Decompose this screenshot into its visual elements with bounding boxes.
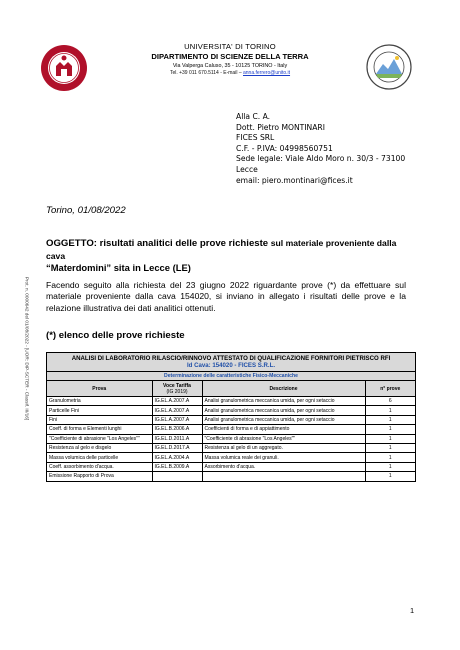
table-row	[47, 415, 415, 424]
recipient-line: Sede legale: Viale Aldo Moro n. 30/3 - 73100	[236, 154, 406, 164]
list-heading: (*) elenco delle prove richieste	[46, 330, 185, 341]
cell-voce: IG.EL.A.2007.A	[152, 415, 202, 424]
table-row	[47, 462, 415, 471]
department-address: Via Valperga Caluso, 35 - 10125 TORINO - Italy	[172, 63, 288, 69]
table-row	[47, 443, 415, 452]
tests-grid	[47, 381, 415, 481]
letter-date: Torino, 01/08/2022	[46, 205, 126, 216]
cell-prova: Emissione Rapporto di Prova	[47, 472, 152, 481]
cell-prova: Coeff. assorbimento d'acqua.	[47, 462, 152, 471]
table-row	[47, 406, 415, 415]
contact-line	[130, 70, 330, 76]
cell-n-prove: 1	[365, 472, 415, 481]
cell-voce: IG.EL.A.2004.A	[152, 453, 202, 462]
telephone-text: Tel. +39 011 670.5114 - E-mail –	[169, 70, 242, 76]
cell-n-prove: 1	[365, 425, 415, 434]
cell-descrizione: Coefficienti di forma e di appiattimento	[202, 425, 365, 434]
cell-descrizione	[202, 472, 365, 481]
recipient-line: Alla C. A.	[236, 112, 271, 121]
cell-descrizione: "Coefficiente di abrasione "Los Angeles""	[202, 434, 365, 443]
cell-n-prove: 1	[365, 462, 415, 471]
cell-voce: IG.EL.B.2006.A	[152, 425, 202, 434]
cell-descrizione: Analisi granulometrica meccanica umida, per ogni setaccio	[202, 397, 365, 406]
table-title: ANALISI DI LABORATORIO RILASCIO/RINNOVO ATTESTATO DI QUALIFICAZIONE FORNITORI PIETRISCO RFI	[47, 353, 415, 362]
table-header-row	[47, 381, 415, 397]
subject-line2: “Materdomini” sita in Lecce (LE)	[46, 262, 191, 273]
department-name: DIPARTIMENTO DI SCIENZE DELLA TERRA	[151, 52, 309, 61]
cell-n-prove: 1	[365, 406, 415, 415]
table-row	[47, 434, 415, 443]
email-link[interactable]: anna.ferrero@unito.it	[243, 70, 291, 76]
cell-voce: IG.EL.B.2009.A	[152, 462, 202, 471]
body-paragraph: Facendo seguito alla richiesta del 23 giugno 2022 riguardante prove (*) da effettuare sul materiale proveniente dalla cava 154020, si inviano in allegato i risultati delle prove e la relazione illustrativa dei dati analitici ottenuti.	[46, 280, 406, 313]
recipient-line: FICES SRL	[236, 133, 275, 143]
cell-prova: Particelle Fini	[47, 406, 152, 415]
cell-prova: Massa volumica delle particelle	[47, 453, 152, 462]
cell-descrizione: Massa volumica reale dei granuli.	[202, 453, 365, 462]
cell-n-prove: 1	[365, 453, 415, 462]
recipient-line: Dott. Pietro MONTINARI	[236, 122, 325, 132]
recipient-line: C.F. - P.IVA: 04998560751	[236, 143, 333, 153]
recipient-block	[236, 112, 405, 186]
voce-header-line1: Voce Tariffa	[163, 382, 191, 389]
letterhead	[130, 42, 330, 76]
cell-descrizione: Analisi granulometrica meccanica umida, per ogni setaccio	[202, 415, 365, 424]
subject-label: OGGETTO: risultati analitici delle prove richieste	[46, 238, 269, 249]
cell-prova: Fini	[47, 415, 152, 424]
recipient-line: Lecce	[236, 164, 258, 174]
cell-prova: "Coefficiente di abrasione "Los Angeles""	[47, 434, 152, 443]
cell-n-prove: 1	[365, 443, 415, 452]
column-header-n-prove: n° prove	[365, 381, 415, 397]
university-name: UNIVERSITA' DI TORINO	[184, 42, 276, 51]
cell-descrizione: Assorbimento d'acqua.	[202, 462, 365, 471]
table-id-cava: Id Cava: 154020 - FICES S.R.L.	[47, 362, 415, 372]
table-row	[47, 472, 415, 481]
cell-prova: Granulometria	[47, 397, 152, 406]
cell-n-prove: 1	[365, 434, 415, 443]
university-seal-logo	[40, 42, 88, 94]
recipient-line: email: piero.montinari@fices.it	[236, 175, 353, 185]
table-row	[47, 397, 415, 406]
cell-voce: IG.EL.A.2007.A	[152, 406, 202, 415]
protocol-stamp: Prot. n. 0000642 del 01/08/2022 - [UOR: DIP-SCTER - Classif. III/16]	[24, 276, 30, 421]
cell-voce: IG.EL.A.2007.A	[152, 397, 202, 406]
cell-voce: IG.EL.D.2011.A	[152, 434, 202, 443]
tests-table	[46, 352, 416, 482]
cell-n-prove: 1	[365, 415, 415, 424]
subject-block	[46, 237, 406, 274]
cell-voce	[152, 472, 202, 481]
cell-prova: Resistenza al gelo e disgelo	[47, 443, 152, 452]
cell-n-prove: 6	[365, 397, 415, 406]
table-section-heading: Determinazione delle caratteristiche Fisico-Meccaniche	[47, 372, 415, 381]
geology-lab-logo	[366, 44, 412, 90]
cell-prova: Coeff. di forma e Elementi lunghi	[47, 425, 152, 434]
cell-descrizione: Resistenza al gelo di un aggregato.	[202, 443, 365, 452]
cell-voce: IG.EL.D.2017.A	[152, 443, 202, 452]
page-number: 1	[410, 606, 415, 615]
cell-descrizione: Analisi granulometrica meccanica umida, per ogni setaccio	[202, 406, 365, 415]
voce-header-line2: (IG 2019)	[166, 388, 188, 395]
subject-rest: sul materiale proveniente dalla cava	[46, 238, 397, 261]
column-header-voce	[152, 381, 202, 397]
table-row	[47, 453, 415, 462]
column-header-prova: Prova	[47, 381, 152, 397]
table-row	[47, 425, 415, 434]
column-header-descrizione: Descrizione	[202, 381, 365, 397]
